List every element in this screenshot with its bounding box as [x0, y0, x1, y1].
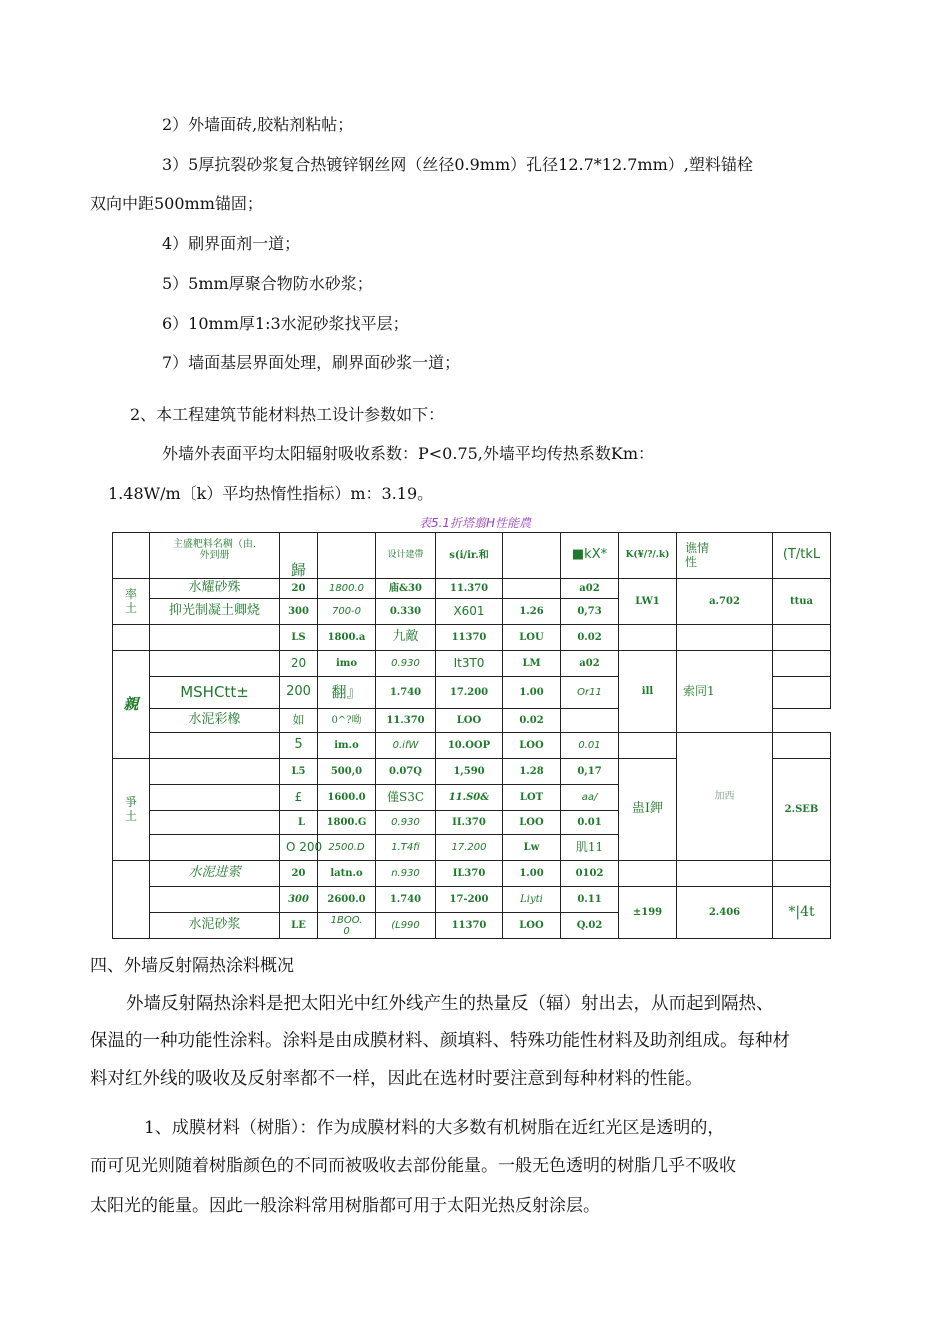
- table-cell: 水泥砂浆: [150, 913, 280, 939]
- table-cell: n.930: [376, 861, 436, 887]
- table-cell: 11370: [436, 625, 503, 651]
- table-cell: 1600.0: [318, 785, 376, 811]
- table-cell: 庙&30: [376, 579, 436, 599]
- table-cell: 20: [280, 579, 318, 599]
- table-cell: 1800.0: [318, 579, 376, 599]
- table-cell: 主盛粑料名稠（由. 外到册: [150, 533, 280, 579]
- table-cell: 11.S0&: [436, 785, 503, 811]
- table-row: [113, 625, 831, 651]
- table-cell: 1.28: [503, 759, 561, 785]
- list-item-continuation: 双向中距500mm锚固；: [90, 194, 263, 213]
- table-cell: *|4t: [773, 887, 831, 939]
- table-cell: X601: [436, 599, 503, 625]
- table-cell: 1800.a: [318, 625, 376, 651]
- table-cell: 17.200: [436, 677, 503, 709]
- table-cell: (T/tkL: [773, 533, 831, 579]
- paragraph-line: 保温的一种功能性涂料。涂料是由成膜材料、颜填料、特殊功能性材料及助剂组成。每种材: [90, 1031, 790, 1051]
- table-cell: 300: [280, 887, 318, 913]
- table-cell: 0.07Q: [376, 759, 436, 785]
- table-cell: 0.02: [503, 709, 561, 733]
- table-cell: im.o: [318, 733, 376, 759]
- table-cell: 0.330: [376, 599, 436, 625]
- paragraph-line: 外墙外表面平均太阳辐射吸收系数：P<0.75,外墙平均传热系数Km：: [162, 444, 655, 463]
- paragraph-line: 而可见光则随着树脂颜色的不同而被吸收去部份能量。一般无色透明的树脂几乎不吸收: [90, 1156, 736, 1176]
- table-row: [113, 733, 831, 759]
- table-row: [113, 579, 831, 599]
- table-cell: a02: [561, 651, 619, 677]
- table-row: [113, 651, 831, 677]
- table-cell: 1BOO. 0: [318, 913, 376, 939]
- table-cell: 2.SEB: [773, 759, 831, 861]
- table-cell: Lw: [503, 835, 561, 861]
- table-cell: IL370: [436, 861, 503, 887]
- paragraph-line: 1.48W/m〔k）平均热惰性指标）m：3.19。: [108, 484, 434, 503]
- table-cell: L: [280, 811, 318, 835]
- cell-text: O: [286, 839, 296, 854]
- table-cell: imo: [318, 651, 376, 677]
- table-cell: 11.370: [376, 709, 436, 733]
- table-cell: 0.01: [561, 733, 619, 759]
- table-cell: 300: [280, 599, 318, 625]
- table-cell: LS: [280, 625, 318, 651]
- table-cell: 0^?呦: [318, 709, 376, 733]
- table-cell: 九敵: [376, 625, 436, 651]
- thermal-parameters-table: [112, 532, 831, 939]
- table-cell: 1.740: [376, 887, 436, 913]
- table-cell: Liyti: [503, 887, 561, 913]
- table-cell: (L990: [376, 913, 436, 939]
- table-cell: 水耀砂殊: [150, 579, 280, 599]
- table-row: [113, 887, 831, 913]
- table-cell: LE: [280, 913, 318, 939]
- table-cell: 0.ifW: [376, 733, 436, 759]
- table-cell: 11.370: [436, 579, 503, 599]
- table-cell: MSHCtt±: [150, 677, 280, 709]
- table-cell: 2.406: [677, 887, 773, 939]
- table-cell: 1800.G: [318, 811, 376, 835]
- table-cell: LOO: [503, 811, 561, 835]
- table-cell: 僅S3C: [376, 785, 436, 811]
- table-cell: 水泥彩橡: [150, 709, 280, 733]
- table-cell: 爭 土: [113, 759, 150, 861]
- table-cell: 2600.0: [318, 887, 376, 913]
- table-cell: latn.o: [318, 861, 376, 887]
- paragraph-line: 太阳光的能量。因此一般涂料常用树脂都可用于太阳光热反射涂层。: [90, 1196, 600, 1216]
- section-heading: 2、本工程建筑节能材料热工设计参数如下：: [130, 405, 445, 424]
- table-cell: LM: [503, 651, 561, 677]
- table-cell: £: [280, 785, 318, 811]
- list-item: 5）5mm厚聚合物防水砂浆；: [162, 274, 373, 293]
- table-cell: 0.02: [561, 625, 619, 651]
- table-cell: LOO: [503, 733, 561, 759]
- table-cell: 5: [280, 733, 318, 759]
- table-cell: 1.26: [503, 599, 561, 625]
- table-cell: 1.740: [376, 677, 436, 709]
- table-cell: 0,73: [561, 599, 619, 625]
- table-cell: 索同1: [677, 651, 773, 733]
- cell-text: 200: [299, 839, 323, 854]
- list-item: 6）10mm厚1:3水泥砂浆找平层；: [162, 314, 409, 333]
- paragraph-line: 1、成膜材料（树脂）：作为成膜材料的大多数有机树脂在近红光区是透明的，: [144, 1118, 725, 1138]
- table-cell: 1.00: [503, 861, 561, 887]
- table-row: [113, 533, 831, 579]
- table-cell: LOO: [503, 913, 561, 939]
- list-item: 3）5厚抗裂砂浆复合热镀锌钢丝网（丝径0.9mm）孔径12.7*12.7mm）,塑料锚栓: [162, 155, 753, 174]
- table-cell: aa/: [561, 785, 619, 811]
- table-cell: ■kX*: [561, 533, 619, 579]
- table-cell: Or11: [561, 677, 619, 709]
- table-cell: 蛊I鉀: [619, 759, 677, 861]
- table-cell: It3T0: [436, 651, 503, 677]
- table-cell: 11370: [436, 913, 503, 939]
- table-cell: LW1: [619, 579, 677, 625]
- list-item: 2）外墙面砖,胶粘剂粘帖；: [162, 115, 354, 134]
- section-heading: 四、外墙反射隔热涂料概况: [90, 956, 294, 976]
- paragraph-line: 料对红外线的吸收及反射率都不一样，因此在选材时要注意到每种材料的性能。: [90, 1069, 703, 1089]
- table-row: [113, 861, 831, 887]
- list-item: 7）墙面基层界面处理，刷界面砂浆一道；: [162, 353, 461, 372]
- paragraph-line: 外墙反射隔热涂料是把太阳光中红外线产生的热量反（辐）射出去，从而起到隔热、: [126, 994, 774, 1014]
- table-cell: 率 土: [113, 579, 150, 625]
- table-cell: ttua: [773, 579, 831, 625]
- table-cell: a02: [561, 579, 619, 599]
- table-cell: 0.11: [561, 887, 619, 913]
- table-cell: a.702: [677, 579, 773, 625]
- table-cell: 20: [280, 861, 318, 887]
- table-cell: 親: [113, 651, 150, 759]
- table-cell: LOO: [436, 709, 503, 733]
- table-cell: II.370: [436, 811, 503, 835]
- table-cell: 0.01: [561, 811, 619, 835]
- table-cell: 水泥进萦: [150, 861, 280, 887]
- table-cell: 肌11: [561, 835, 619, 861]
- table-cell: 抑光制凝土卿烧: [150, 599, 280, 625]
- table-cell: K(¥/?/.k): [619, 533, 677, 579]
- table-cell: 20: [280, 651, 318, 677]
- table-cell: 1,590: [436, 759, 503, 785]
- table-cell: 加西: [677, 733, 773, 861]
- table-cell: 500,0: [318, 759, 376, 785]
- table-cell: 2500.D: [318, 835, 376, 861]
- table-cell: 0.930: [376, 651, 436, 677]
- table-cell: 0.930: [376, 811, 436, 835]
- table-cell: 1.T4fi: [376, 835, 436, 861]
- table-cell: 翻』: [318, 677, 376, 709]
- table-cell: 谯情 性: [677, 533, 773, 579]
- table-cell: 17-200: [436, 887, 503, 913]
- table-cell: L5: [280, 759, 318, 785]
- table-cell: 17.200: [436, 835, 503, 861]
- table-cell: 200: [280, 677, 318, 709]
- table-cell: LOU: [503, 625, 561, 651]
- table-cell: 歸: [280, 533, 318, 579]
- table-cell: 0,17: [561, 759, 619, 785]
- table-cell: ill: [619, 651, 677, 733]
- table-cell: ±199: [619, 887, 677, 939]
- table-caption: 表5.1折塔翦H性能農: [418, 516, 532, 530]
- table-cell: 10.OOP: [436, 733, 503, 759]
- table-cell: [280, 835, 323, 861]
- table-cell: 1.00: [503, 677, 561, 709]
- table-cell: 设计建帶: [376, 533, 436, 579]
- table-cell: 如: [280, 709, 318, 733]
- table-cell: 700-0: [318, 599, 376, 625]
- table-cell: 0102: [561, 861, 619, 887]
- table-cell: s(i/ir.和: [436, 533, 503, 579]
- list-item: 4）刷界面剂一道；: [162, 234, 301, 253]
- table-cell: LOT: [503, 785, 561, 811]
- table-cell: Q.02: [561, 913, 619, 939]
